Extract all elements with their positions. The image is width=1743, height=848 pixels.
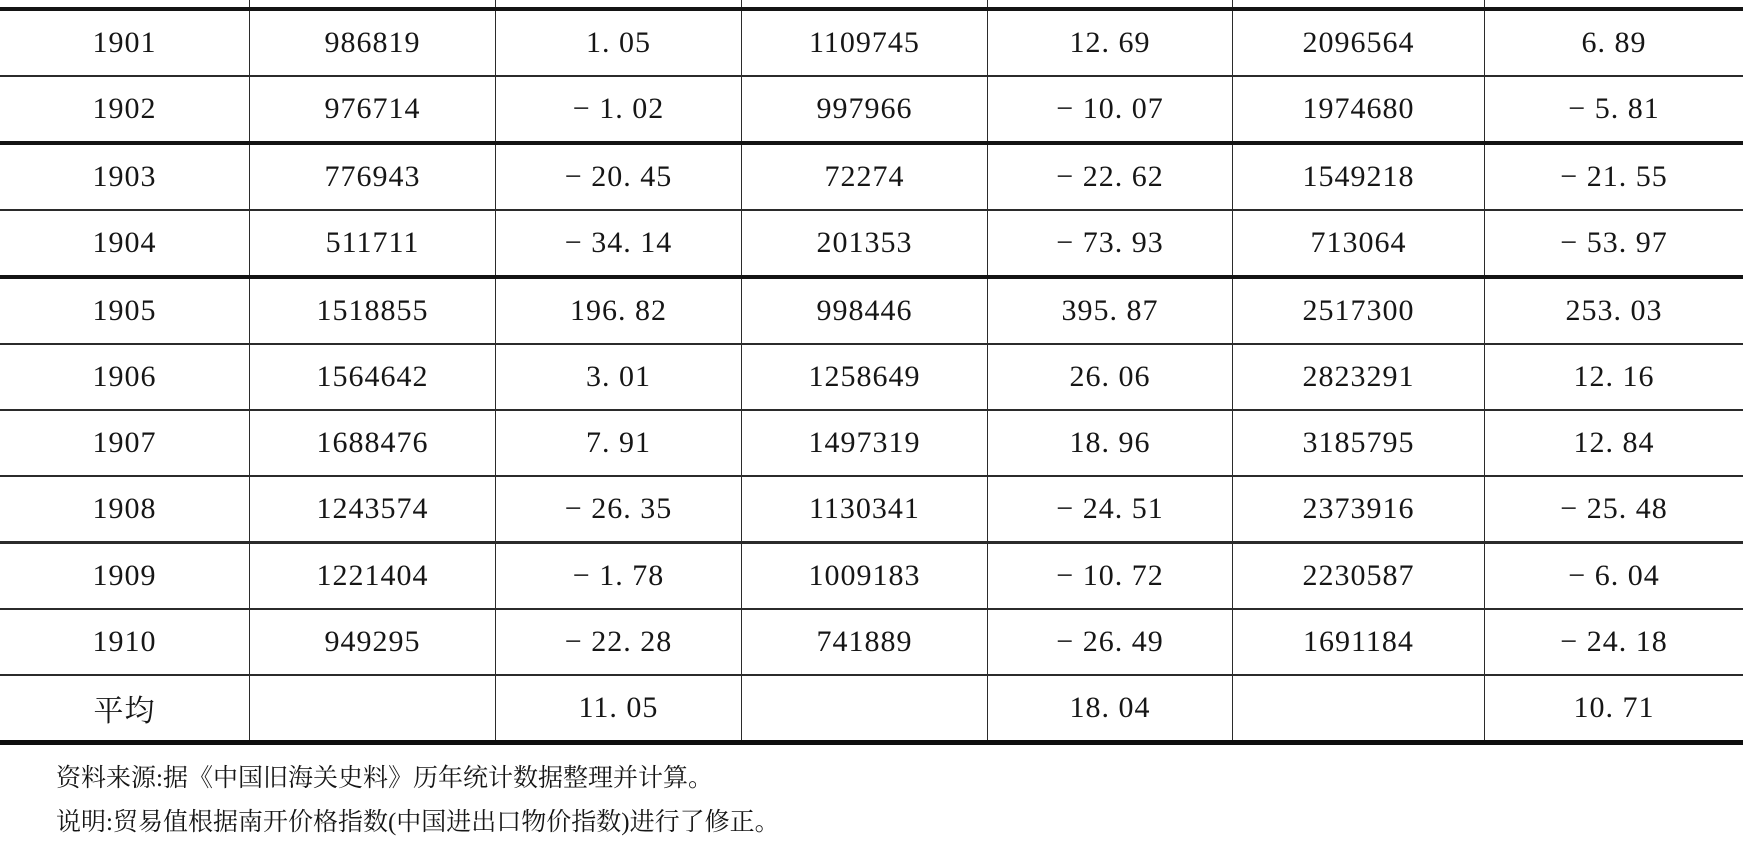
year-cell: 平均: [0, 676, 250, 740]
value-cell: − 21. 55: [1560, 160, 1668, 193]
table-row: [0, 211, 1743, 279]
value-cell: 949295: [250, 610, 496, 674]
value-cell: 1. 05: [496, 11, 742, 75]
year-cell: 1901: [0, 11, 250, 75]
value-cell: 395. 87: [988, 279, 1233, 343]
value-cell: 2096564: [1233, 11, 1485, 75]
table-row: [0, 610, 1743, 676]
table-row: [0, 544, 1743, 610]
table-row-average: [0, 676, 1743, 745]
year-cell: 1905: [0, 279, 250, 343]
value-cell: − 53. 97: [1560, 226, 1668, 259]
value-cell: 741889: [742, 610, 988, 674]
value-cell: 976714: [250, 77, 496, 141]
year-cell: 1907: [0, 411, 250, 475]
value-cell: 1243574: [250, 477, 496, 541]
table-row: [0, 77, 1743, 145]
value-cell: 12. 84: [1573, 426, 1655, 459]
value-cell: 1258649: [742, 345, 988, 409]
year-cell: 1909: [0, 544, 250, 608]
value-cell: − 25. 48: [1560, 492, 1668, 525]
value-cell: 10. 71: [1573, 691, 1655, 724]
value-cell: 253. 03: [1565, 294, 1663, 327]
cropped-cell: [250, 0, 496, 7]
value-cell: 18. 96: [988, 411, 1233, 475]
value-cell: 511711: [250, 211, 496, 275]
table-body: [0, 11, 1743, 745]
value-cell: 1221404: [250, 544, 496, 608]
value-cell: 997966: [742, 77, 988, 141]
value-cell: − 73. 93: [988, 211, 1233, 275]
table-row: [0, 11, 1743, 77]
explanation-note: 说明:贸易值根据南开价格指数(中国进出口物价指数)进行了修正。: [56, 809, 780, 836]
value-cell: 18. 04: [988, 676, 1233, 740]
table-row: [0, 477, 1743, 544]
year-cell: 1910: [0, 610, 250, 674]
year-cell: 1906: [0, 345, 250, 409]
year-cell: 1908: [0, 477, 250, 541]
value-cell: 713064: [1233, 211, 1485, 275]
value-cell: 1130341: [742, 477, 988, 541]
table-row: [0, 411, 1743, 477]
cropped-cell: [1485, 0, 1743, 7]
value-cell: 72274: [742, 145, 988, 209]
value-cell: − 26. 35: [496, 477, 742, 541]
value-cell: − 10. 07: [988, 77, 1233, 141]
value-cell: 998446: [742, 279, 988, 343]
value-cell: 1497319: [742, 411, 988, 475]
value-cell: 1691184: [1233, 610, 1485, 674]
value-cell: − 20. 45: [496, 145, 742, 209]
cropped-cell: [0, 0, 250, 7]
value-cell: 3185795: [1233, 411, 1485, 475]
value-cell: 201353: [742, 211, 988, 275]
year-cell: 1903: [0, 145, 250, 209]
cropped-cell: [988, 0, 1233, 7]
value-cell: [742, 676, 988, 740]
value-cell: − 26. 49: [988, 610, 1233, 674]
cropped-row-sliver: [0, 0, 1743, 11]
source-note: 资料来源:据《中国旧海关史料》历年统计数据整理并计算。: [56, 765, 713, 792]
value-cell: 6. 89: [1581, 26, 1647, 59]
cropped-cell: [1233, 0, 1485, 7]
value-cell: 2230587: [1233, 544, 1485, 608]
value-cell: − 22. 62: [988, 145, 1233, 209]
table-footnotes: [0, 745, 1743, 840]
value-cell: 2373916: [1233, 477, 1485, 541]
value-cell: − 10. 72: [988, 544, 1233, 608]
table-row: [0, 345, 1743, 411]
value-cell: 1109745: [742, 11, 988, 75]
value-cell: − 1. 78: [496, 544, 742, 608]
value-cell: 2517300: [1233, 279, 1485, 343]
value-cell: 1688476: [250, 411, 496, 475]
table-row: [0, 279, 1743, 345]
value-cell: − 24. 18: [1560, 625, 1668, 658]
value-cell: − 1. 02: [496, 77, 742, 141]
value-cell: 3. 01: [496, 345, 742, 409]
value-cell: − 24. 51: [988, 477, 1233, 541]
value-cell: 1009183: [742, 544, 988, 608]
value-cell: 986819: [250, 11, 496, 75]
cropped-cell: [496, 0, 742, 7]
value-cell: 12. 69: [988, 11, 1233, 75]
value-cell: 1518855: [250, 279, 496, 343]
table-row: [0, 145, 1743, 211]
year-cell: 1902: [0, 77, 250, 141]
value-cell: [250, 676, 496, 740]
value-cell: 26. 06: [988, 345, 1233, 409]
value-cell: 2823291: [1233, 345, 1485, 409]
year-cell: 1904: [0, 211, 250, 275]
value-cell: 776943: [250, 145, 496, 209]
value-cell: 196. 82: [496, 279, 742, 343]
value-cell: 12. 16: [1573, 360, 1655, 393]
value-cell: 11. 05: [496, 676, 742, 740]
value-cell: − 34. 14: [496, 211, 742, 275]
cropped-cell: [742, 0, 988, 7]
value-cell: − 6. 04: [1568, 559, 1660, 592]
value-cell: 1564642: [250, 345, 496, 409]
value-cell: [1233, 676, 1485, 740]
value-cell: 7. 91: [496, 411, 742, 475]
value-cell: − 22. 28: [496, 610, 742, 674]
value-cell: − 5. 81: [1568, 92, 1660, 125]
value-cell: 1974680: [1233, 77, 1485, 141]
value-cell: 1549218: [1233, 145, 1485, 209]
